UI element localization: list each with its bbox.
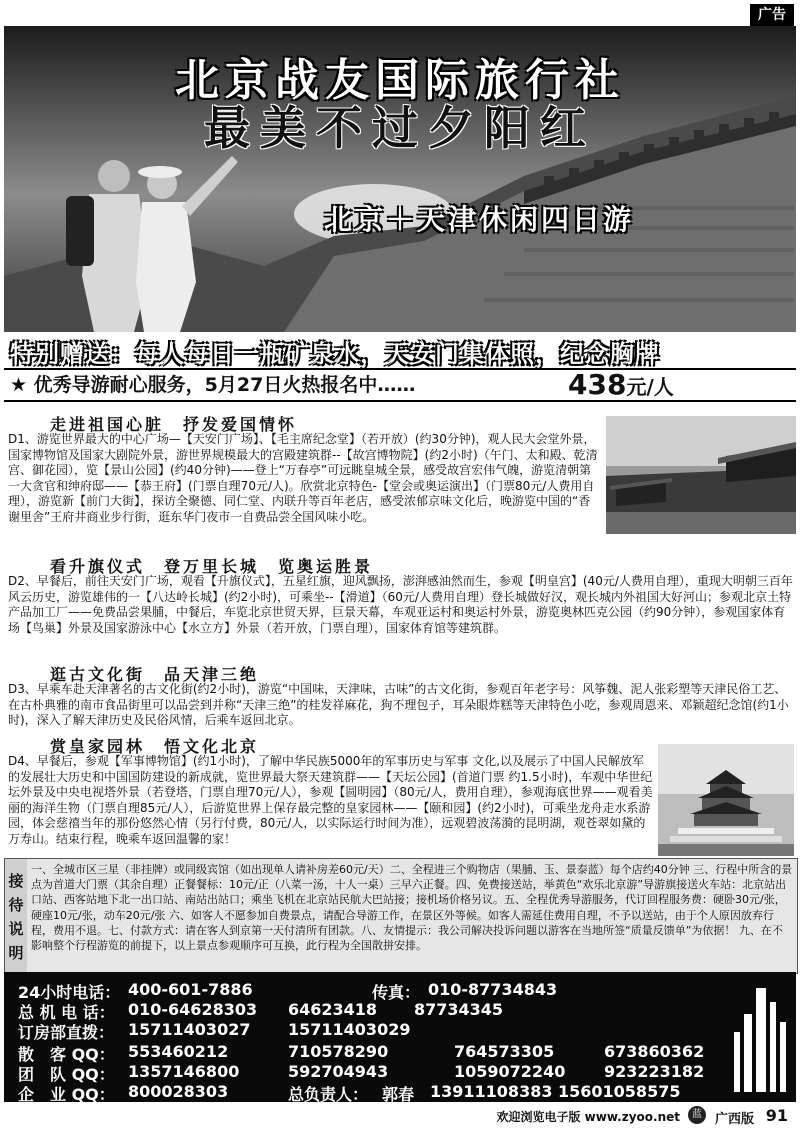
day2-text: D2、早餐后，前往天安门广场，观看【升旗仪式】，五星红旗，迎风飘扬，澎湃感油然而生，参观【明皇宫】(40元/人费用自理），重现大明朝三百年风云历史，游览雄伟的一【八达岭长城】(约2小时)，可乘坐--【滑道】（60元/人费用自理）登长城做好汉，观长城内外祖国大好河山；参观北京土特产品加工厂——免费品尝果脯，中餐后，车览北京世贸天界，巨景天幕，车观亚运村和奥运村外景，游览奥林匹克公园（约90分钟），参观国家体育场【鸟巢】外景及国家游泳中心【水立方】外景（若开放，门票自理），国家体育馆等建筑群。 (8, 574, 793, 635)
page-number: 91 (765, 1106, 788, 1125)
day4-heading: 赏皇家园林 悟文化北京 (50, 737, 260, 756)
bars-decoration (734, 988, 786, 1092)
notice-label: 接待说明 (5, 859, 27, 973)
logo-icon: 蓝 (688, 1106, 706, 1124)
hotline-number: 400-601-7886 (128, 980, 253, 999)
notice-box (4, 858, 798, 974)
fax-number: 010-87734843 (428, 980, 558, 999)
promo-bar (4, 368, 796, 402)
day3-text: D3、早乘车赴天津著名的古文化街(约2小时)，游览“中国味，天津味，古味”的古文化街，参观百年老字号：风筝魏、泥人张彩塑等天津民俗工艺、在古朴典雅的南市食品街里可以品尝到并称“天津三绝”的桂发祥麻花，狗不理包子，耳朵眼炸糕等天津特色小吃，参观周恩来、邓颖超纪念馆(约1小时)，深入了解天津历史及民俗风情，后乘车返回北京。 (8, 682, 789, 728)
footer (0, 1104, 800, 1129)
day4-text: D4、早餐后，参观【军事博物馆】(约1小时)，了解中华民族5000年的军事历史与军事 文化,以及展示了中国人民解放军的发展壮大历史和中国国防建设的新成就，览世界最大祭天建筑群——【天坛公园】(首道门票 约1.5小时)，车观中华世纪坛外景及中央电视塔外景（若登塔，门票自理70元/人），参观【圆明园】（80元/人，费用自理），参观海底世界——观看美丽的海洋生物（门票自理85元/人），后游览世界上保存最完整的皇家园林——【颐和园】(约2小时)，可乘坐龙舟走水系游园，体会慈禧当年的那份悠然心情（另行付费，80元/人，以实际运行时间为准），远观碧波荡漪的昆明湖，观苍翠如黛的万寿山。结束行程，晚乘车返回温馨的家！ (8, 754, 653, 846)
day1-heading: 走进祖国心脏 抒发爱国情怀 (50, 415, 298, 434)
ad-tag: 广告 (750, 4, 794, 26)
contact-panel: 24小时电话： 400-601-7886 传真： 010-87734843 总 机 电 话： 010-64628303 64623418 87734345 订房部直拨： 15711403027 15711403029 散 客 QQ： 553460212 710578290 764573305 673860362 团 队 QQ： 1357146800 592704943 1059072240 923223182 企 业 QQ： 800028303 总负责人： 郭春 13911108383 15601058575 (4, 972, 796, 1102)
notice-text: 一、全城市区三星（非挂牌）或同级宾馆（如出现单人请补房差60元/天）二、全程进三个购物店（果脯、玉、景泰蓝）每个店约40分钟 三、行程中所含的景点为首道大门票（其余自理）正餐餐标：10元/正（八菜一汤，十人一桌）三早六正餐。四、免费接送站，举黄色“欢乐北京游”导游旗接送火车站：北京站出口站、西客站地下北一出口站、南站出站口；乘坐飞机在北京站民航大巴站接；接机场价格另议。五、全程优秀导游服务，代订回程服务费：硬卧30元/张，硬座10元/张，动车20元/张 六、如客人不愿参加自费景点，请配合导游工作，在景区外等候。如客人需延住费用自理，不予以送站，由于个人原因放弃行程，费用不退。七、付款方式：请在客人到京第一天付清所有团款。八、友情提示：我公司解决投诉问题以游客在当地所签“质量反馈单”为依据！ 九、在不影响整个行程游览的前提下，以上景点参观顺序可互换，此行程为全国散拼安排。 (31, 863, 793, 953)
edition-label: 广西版 (714, 1112, 754, 1127)
day2-heading: 看升旗仪式 登万里长城 览奥运胜景 (50, 557, 374, 576)
forbidden-city-photo (606, 416, 796, 534)
agency-name: 北京战友国际旅行社 (175, 55, 625, 106)
route-title: 北京＋天津休闲四日游 (324, 203, 635, 236)
price: 438元/人 (568, 368, 674, 401)
promo-text: 优秀导游耐心服务，5月27日火热报名中…… (33, 374, 416, 396)
gift-banner: 特别赠送：每人每日一瓶矿泉水，天安门集体照，纪念胸牌 (10, 339, 660, 368)
day1-text: D1、游览世界最大的中心广场—【天安门广场】、【毛主席纪念堂】（若开放）(约30分钟)，观人民大会堂外景，国家博物馆及国家大剧院外景，游世界规模最大的宫殿建筑群--【故宫博物院】(约2小时)（午门、太和殿、乾清宫、御花园），览【景山公园】(约40分钟)——登上“万春亭”可远眺皇城全景，感受故宫宏伟气魄，游览清朝第一大贪官和绅府邸——【恭王府】(门票自理70元/人)。欣赏北京特色-【堂会或奥运演出】（门票80元/人费用自理），游览新【前门大街】，探访全聚德、同仁堂、内联升等百年老店，感受浓郁京味文化后，晚游览中国的“香谢里舍”王府井商业步行街，逛东华门夜市一自费品尝全国风味小吃。 (8, 432, 598, 524)
star-icon: ★ (10, 374, 28, 396)
hero-banner (4, 26, 796, 332)
slogan: 最美不过夕阳红 (204, 101, 596, 155)
temple-of-heaven-photo (658, 744, 794, 856)
website-link[interactable]: 欢迎浏览电子版 www.zyoo.net (496, 1110, 680, 1124)
day3-heading: 逛古文化街 品天津三绝 (50, 665, 260, 684)
